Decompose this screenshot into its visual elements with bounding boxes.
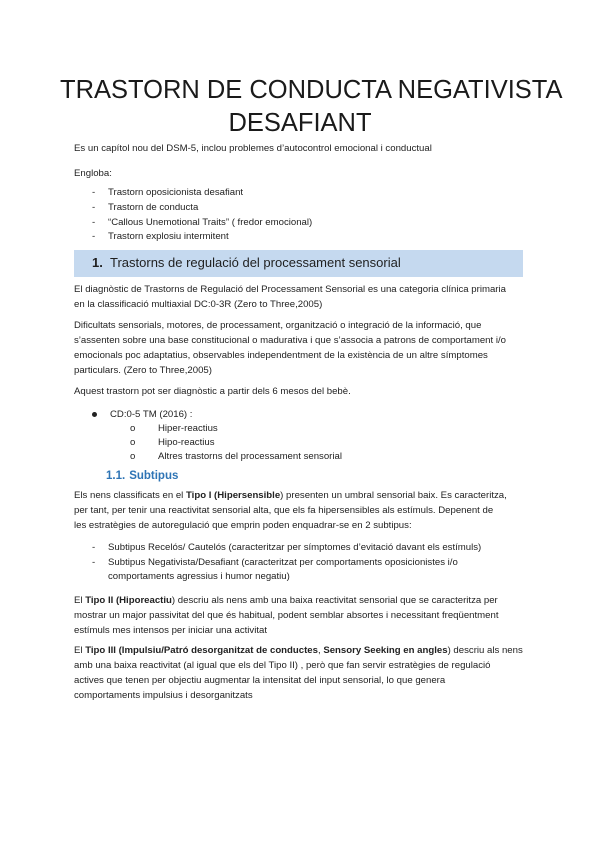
paragraph-diagnostic (74, 282, 528, 312)
engloba-label: Engloba: (74, 168, 112, 179)
list-item-text: “Callous Unemotional Traits” ( fredor emocional) (108, 217, 313, 228)
list-item-text: CD:0-5 TM (2016) : (110, 409, 193, 420)
text-run: ) presenten un umbral sensorial baix. Es caracteritza, (280, 490, 507, 501)
bold-term: Tipo III (Impulsiu/Patró desorganitzat de conductes (85, 645, 318, 656)
intro-paragraph: Es un capítol nou del DSM-5, inclou problemes d’autocontrol emocional i conductual (74, 143, 432, 154)
list-item-text: comportaments agressius i humor negatiu) (108, 571, 290, 582)
text-line: emocionals poc adaptatius, observables independentment de la existència de un altre símptomes (74, 350, 488, 361)
text-line: particulars. (Zero to Three,2005) (74, 365, 212, 376)
sub-marker: o (130, 451, 136, 462)
text-line: amb una baixa reactivitat (al igual que els del Tipo II) , però que fan servir estratègies de regulació (74, 660, 491, 671)
list-item-text: Altres trastorns del processament sensorial (158, 451, 342, 462)
text-run: ) descriu als nens (447, 645, 523, 656)
paragraph-tipo-1 (74, 488, 528, 533)
text-run: , (317, 645, 324, 656)
title-line-1: TRASTORN DE CONDUCTA NEGATIVISTA (60, 76, 563, 104)
subsection-heading (106, 470, 178, 482)
text-line: mostrar un major passivitat del que és habitual, podent semblar absortes i necessitant freqüentment (74, 610, 499, 621)
list-item-text: Subtipus Recelós/ Cautelós (caracteritzar per símptomes d’evitació davant els estímuls) (108, 542, 482, 553)
title-line-2: DESAFIANT (228, 109, 372, 137)
text-line: comportaments impulsius i desorganitzats (74, 690, 253, 701)
dash-marker: - (92, 231, 96, 242)
dash-marker: - (92, 202, 96, 213)
text-line (74, 593, 528, 608)
paragraph-tipo-2 (74, 593, 528, 638)
text-line: en la classificació multiaxial DC:0-3R (Zero to Three,2005) (74, 299, 323, 310)
list-item-text: Trastorn de conducta (108, 202, 199, 213)
text-line: estímuls mes intensos per iniciar una activitat (74, 625, 268, 636)
text-line: s’assenten sobre una base constitucional o madurativa i que s’associa a patrons de comportament i/o (74, 335, 506, 346)
text-run: El (74, 595, 86, 606)
document-title (60, 74, 563, 140)
section-title: Trastorns de regulació del processament sensorial (110, 255, 401, 270)
text-line (74, 643, 528, 658)
list-item-text: Trastorn explosiu intermitent (108, 231, 229, 242)
bold-term: Tipo II (Hiporeactiu (85, 595, 172, 606)
dash-marker: - (92, 217, 96, 228)
text-line: El diagnòstic de Trastorns de Regulació del Processament Sensorial es una categoria clínica primaria (74, 284, 506, 295)
bold-term: Tipo I (Hipersensible (185, 490, 281, 501)
text-run: El (74, 645, 86, 656)
subsection-number: 1.1. (106, 470, 126, 482)
list-item-text: Trastorn oposicionista desafiant (108, 187, 244, 198)
text-run: ) descriu als nens amb una baixa reactivitat sensorial que se caracteritza per (171, 595, 498, 606)
dash-marker: - (92, 557, 96, 568)
subsection-title: Subtipus (129, 470, 179, 482)
section-heading (74, 250, 523, 277)
text-line: actives que tenen per objectiu augmentar la intensitat del input sensorial, lo que genera (74, 675, 446, 686)
text-line: Dificultats sensorials, motores, de processament, organització o integració de la informació, que (74, 320, 482, 331)
paragraph-tipo-3 (74, 643, 528, 703)
section-number: 1. (92, 255, 103, 270)
sub-marker: o (130, 423, 136, 434)
text-run: Els nens classificats en el (74, 490, 186, 501)
list-item-text: Hiper-reactius (158, 423, 218, 434)
bullet-dot-icon (92, 412, 97, 417)
dash-marker: - (92, 542, 96, 553)
list-item-text: Hipo-reactius (158, 437, 215, 448)
bold-term: Sensory Seeking en angles (323, 645, 448, 656)
paragraph-difficulties (74, 318, 528, 378)
paragraph-age: Aquest trastorn pot ser diagnòstic a partir dels 6 mesos del bebè. (74, 386, 351, 397)
list-item-text: Subtipus Negativista/Desafiant (caracteritzat per comportaments oposicionistes i/o (108, 557, 458, 568)
text-line (74, 488, 528, 503)
text-line: les estratègies de autoregulació que emprin poden enquadrar-se en 2 subtipus: (74, 520, 412, 531)
dash-marker: - (92, 187, 96, 198)
text-line: per tant, per tenir una reactivitat sensorial alta, que els fa hipersensibles als estímuls. Depenent de (74, 505, 494, 516)
sub-marker: o (130, 437, 136, 448)
